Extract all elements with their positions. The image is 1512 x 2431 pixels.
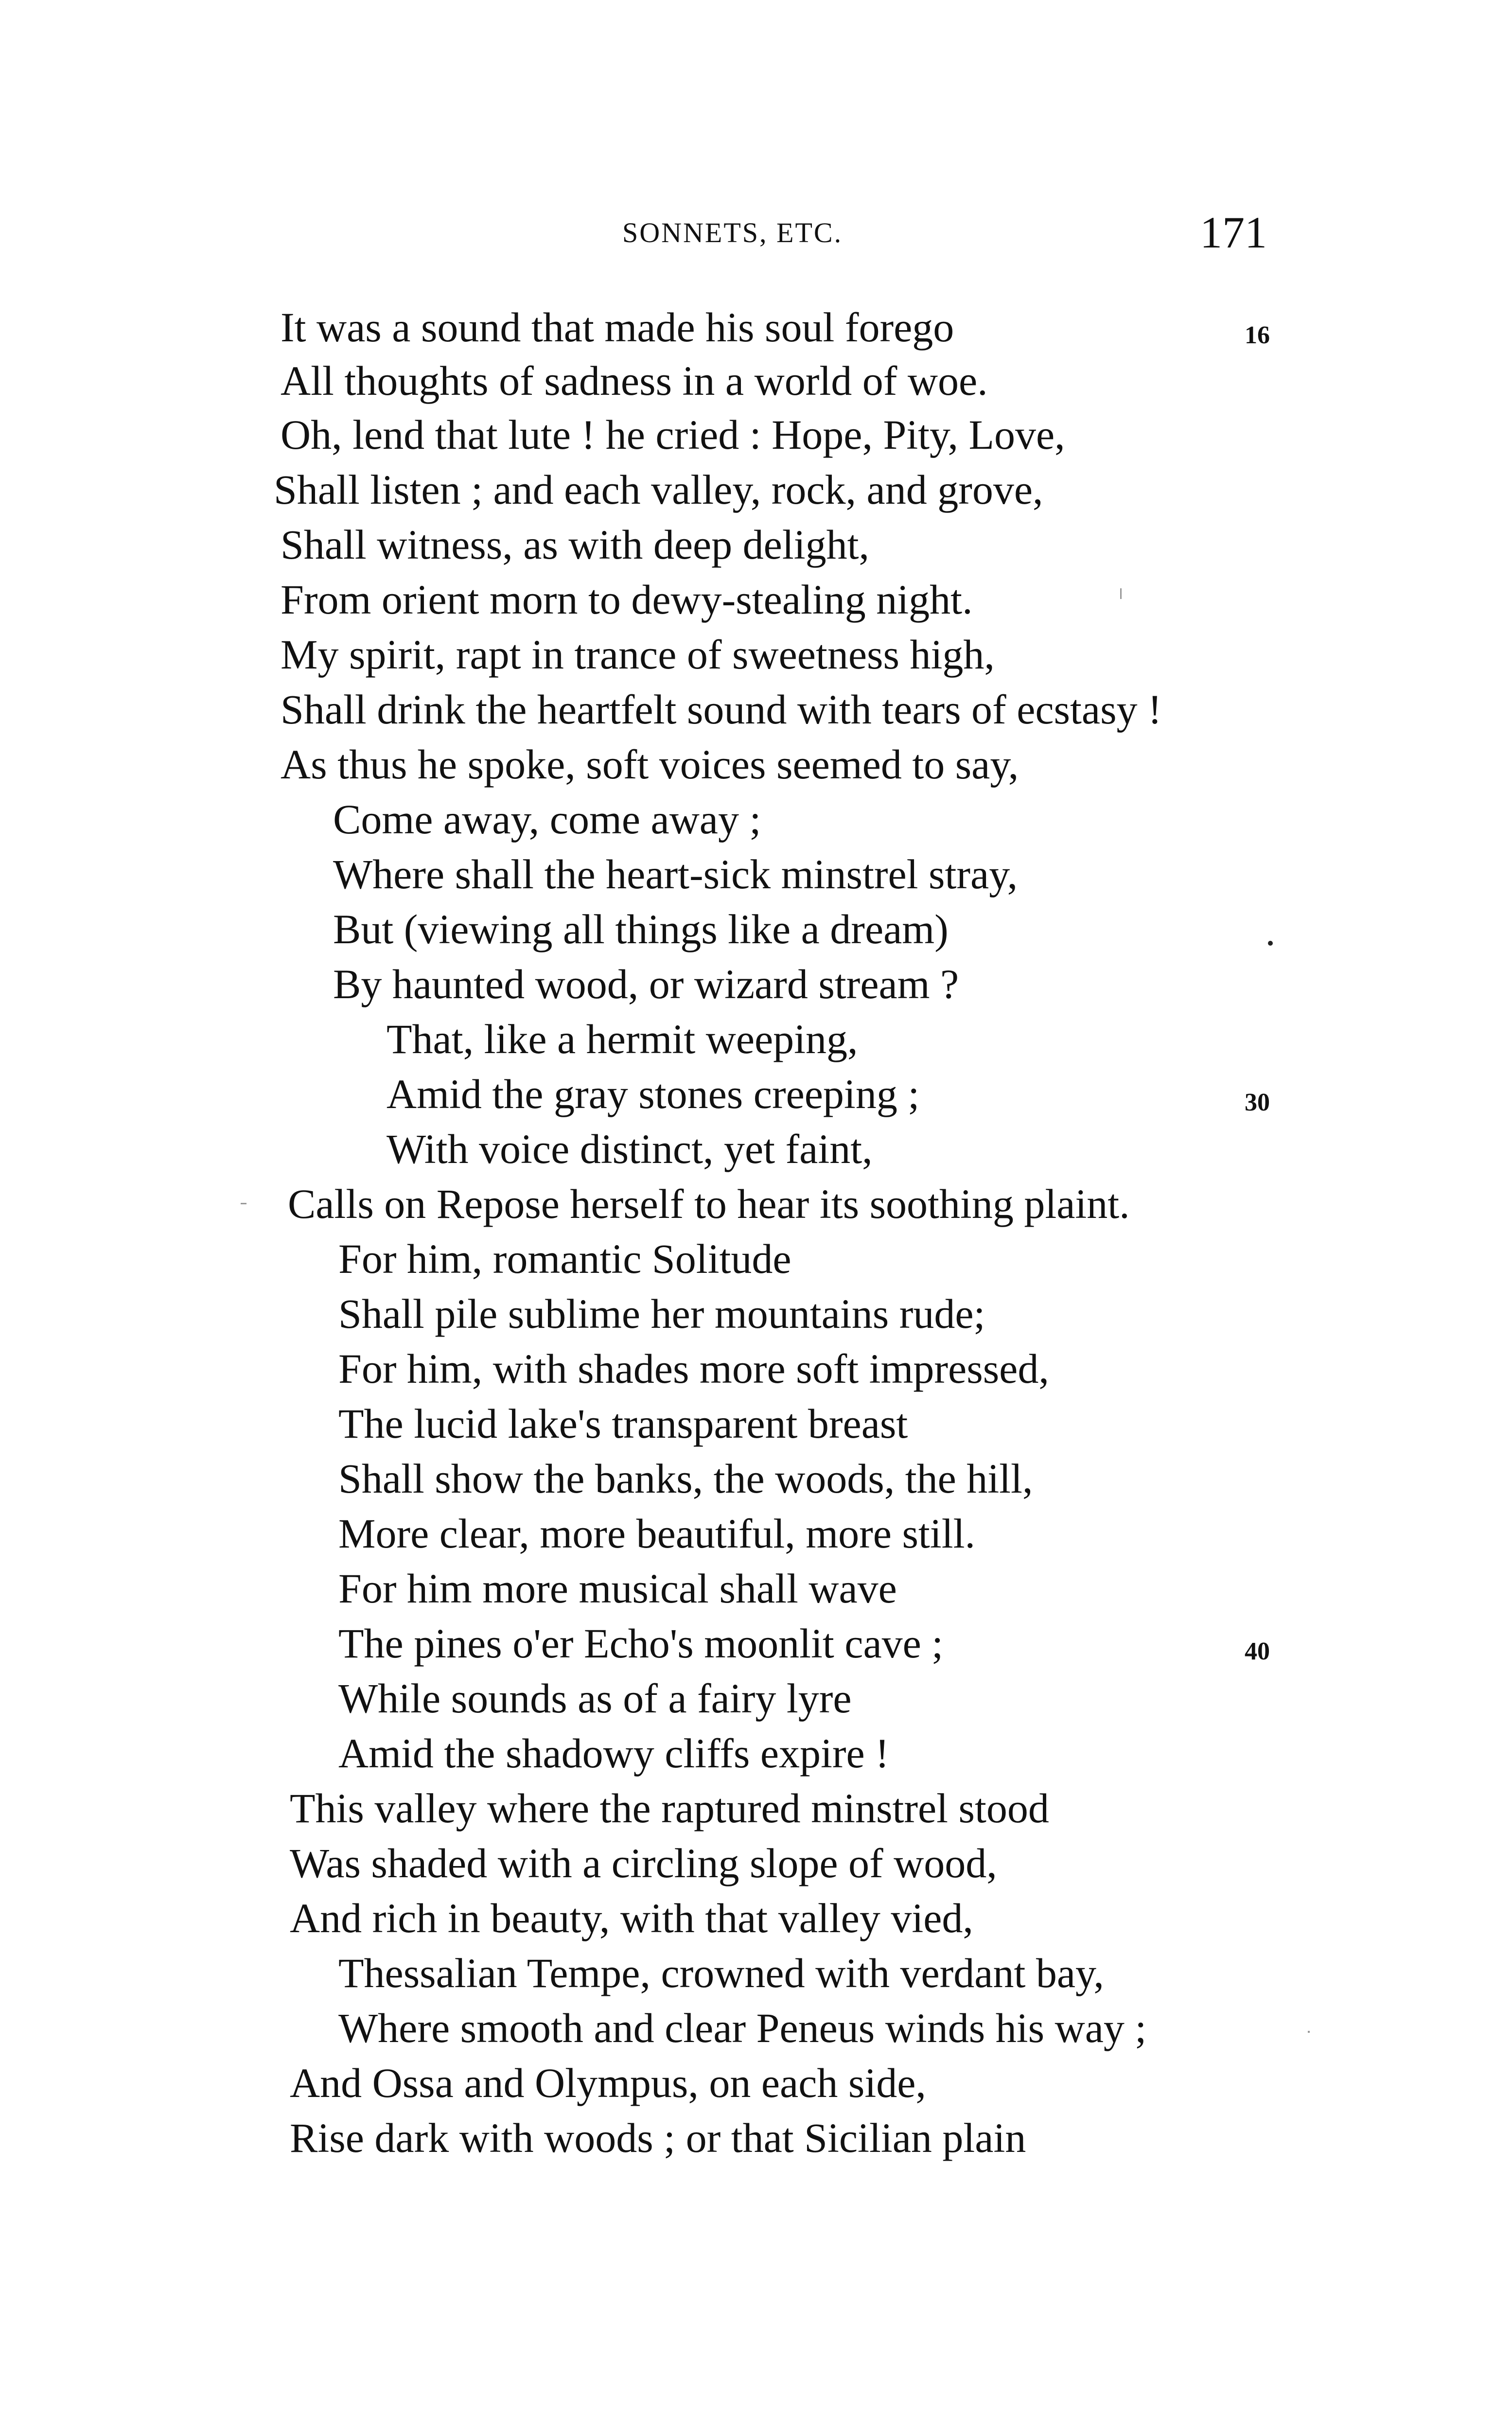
margin-speck — [1120, 588, 1122, 599]
poem-line: Shall listen ; and each valley, rock, and grove, — [274, 466, 1043, 513]
poem-line: As thus he spoke, soft voices seemed to say, — [281, 741, 1019, 788]
poem-line: Thessalian Tempe, crowned with verdant bay, — [338, 1950, 1104, 1996]
poem-line: This valley where the raptured minstrel stood — [290, 1785, 1049, 1832]
poem-line: From orient morn to dewy-stealing night. — [281, 576, 973, 623]
poem-line: While sounds as of a fairy lyre — [338, 1675, 852, 1722]
poem-line: Where shall the heart-sick minstrel stray, — [333, 851, 1018, 898]
poem-line: That, like a hermit weeping, — [387, 1016, 858, 1062]
poem-line: Come away, come away ; — [333, 796, 761, 843]
poem-line: Shall witness, as with deep delight, — [281, 521, 870, 568]
poem-line: Amid the gray stones creeping ; — [387, 1071, 920, 1117]
poem-line: The lucid lake's transparent breast — [338, 1400, 908, 1447]
poem-line: More clear, more beautiful, more still. — [338, 1510, 975, 1557]
poem-line: With voice distinct, yet faint, — [387, 1126, 873, 1172]
margin-dot — [1268, 941, 1273, 946]
poem-line: Shall show the banks, the woods, the hill, — [338, 1455, 1033, 1502]
margin-speck — [1308, 2031, 1310, 2033]
poem-line: For him, romantic Solitude — [338, 1235, 791, 1282]
poem-line: Oh, lend that lute ! he cried : Hope, Pity, Love, — [281, 411, 1065, 458]
poem-line: My spirit, rapt in trance of sweetness high, — [281, 631, 995, 678]
poem-line: Where smooth and clear Peneus winds his way ; — [338, 2005, 1147, 2051]
poem-line: Shall pile sublime her mountains rude; — [338, 1290, 985, 1337]
poem-line: Calls on Repose herself to hear its soothing plaint. — [288, 1180, 1130, 1227]
poem-line: And Ossa and Olympus, on each side, — [290, 2060, 926, 2106]
poem-line: Was shaded with a circling slope of wood, — [290, 1840, 997, 1886]
poem-line: But (viewing all things like a dream) — [333, 906, 949, 952]
poem-line: Rise dark with woods ; or that Sicilian plain — [290, 2114, 1026, 2161]
poem-line: All thoughts of sadness in a world of woe. — [281, 357, 988, 404]
poem-line: The pines o'er Echo's moonlit cave ; — [338, 1620, 944, 1667]
line-number: 30 — [1245, 1089, 1270, 1116]
poem-line: Amid the shadowy cliffs expire ! — [338, 1730, 889, 1777]
poem-line: For him, with shades more soft impressed, — [338, 1345, 1049, 1392]
line-number: 16 — [1245, 321, 1270, 349]
page-number: 171 — [1200, 208, 1267, 257]
line-number: 40 — [1245, 1638, 1270, 1665]
poem-line: By haunted wood, or wizard stream ? — [333, 961, 959, 1007]
poem-line: For him more musical shall wave — [338, 1565, 897, 1612]
poem-line: It was a sound that made his soul forego — [281, 304, 954, 351]
poem-line: And rich in beauty, with that valley vied, — [290, 1895, 973, 1941]
poem-line: Shall drink the heartfelt sound with tears of ecstasy ! — [281, 686, 1162, 733]
running-head: SONNETS, ETC. — [622, 217, 843, 248]
margin-speck — [241, 1203, 246, 1204]
